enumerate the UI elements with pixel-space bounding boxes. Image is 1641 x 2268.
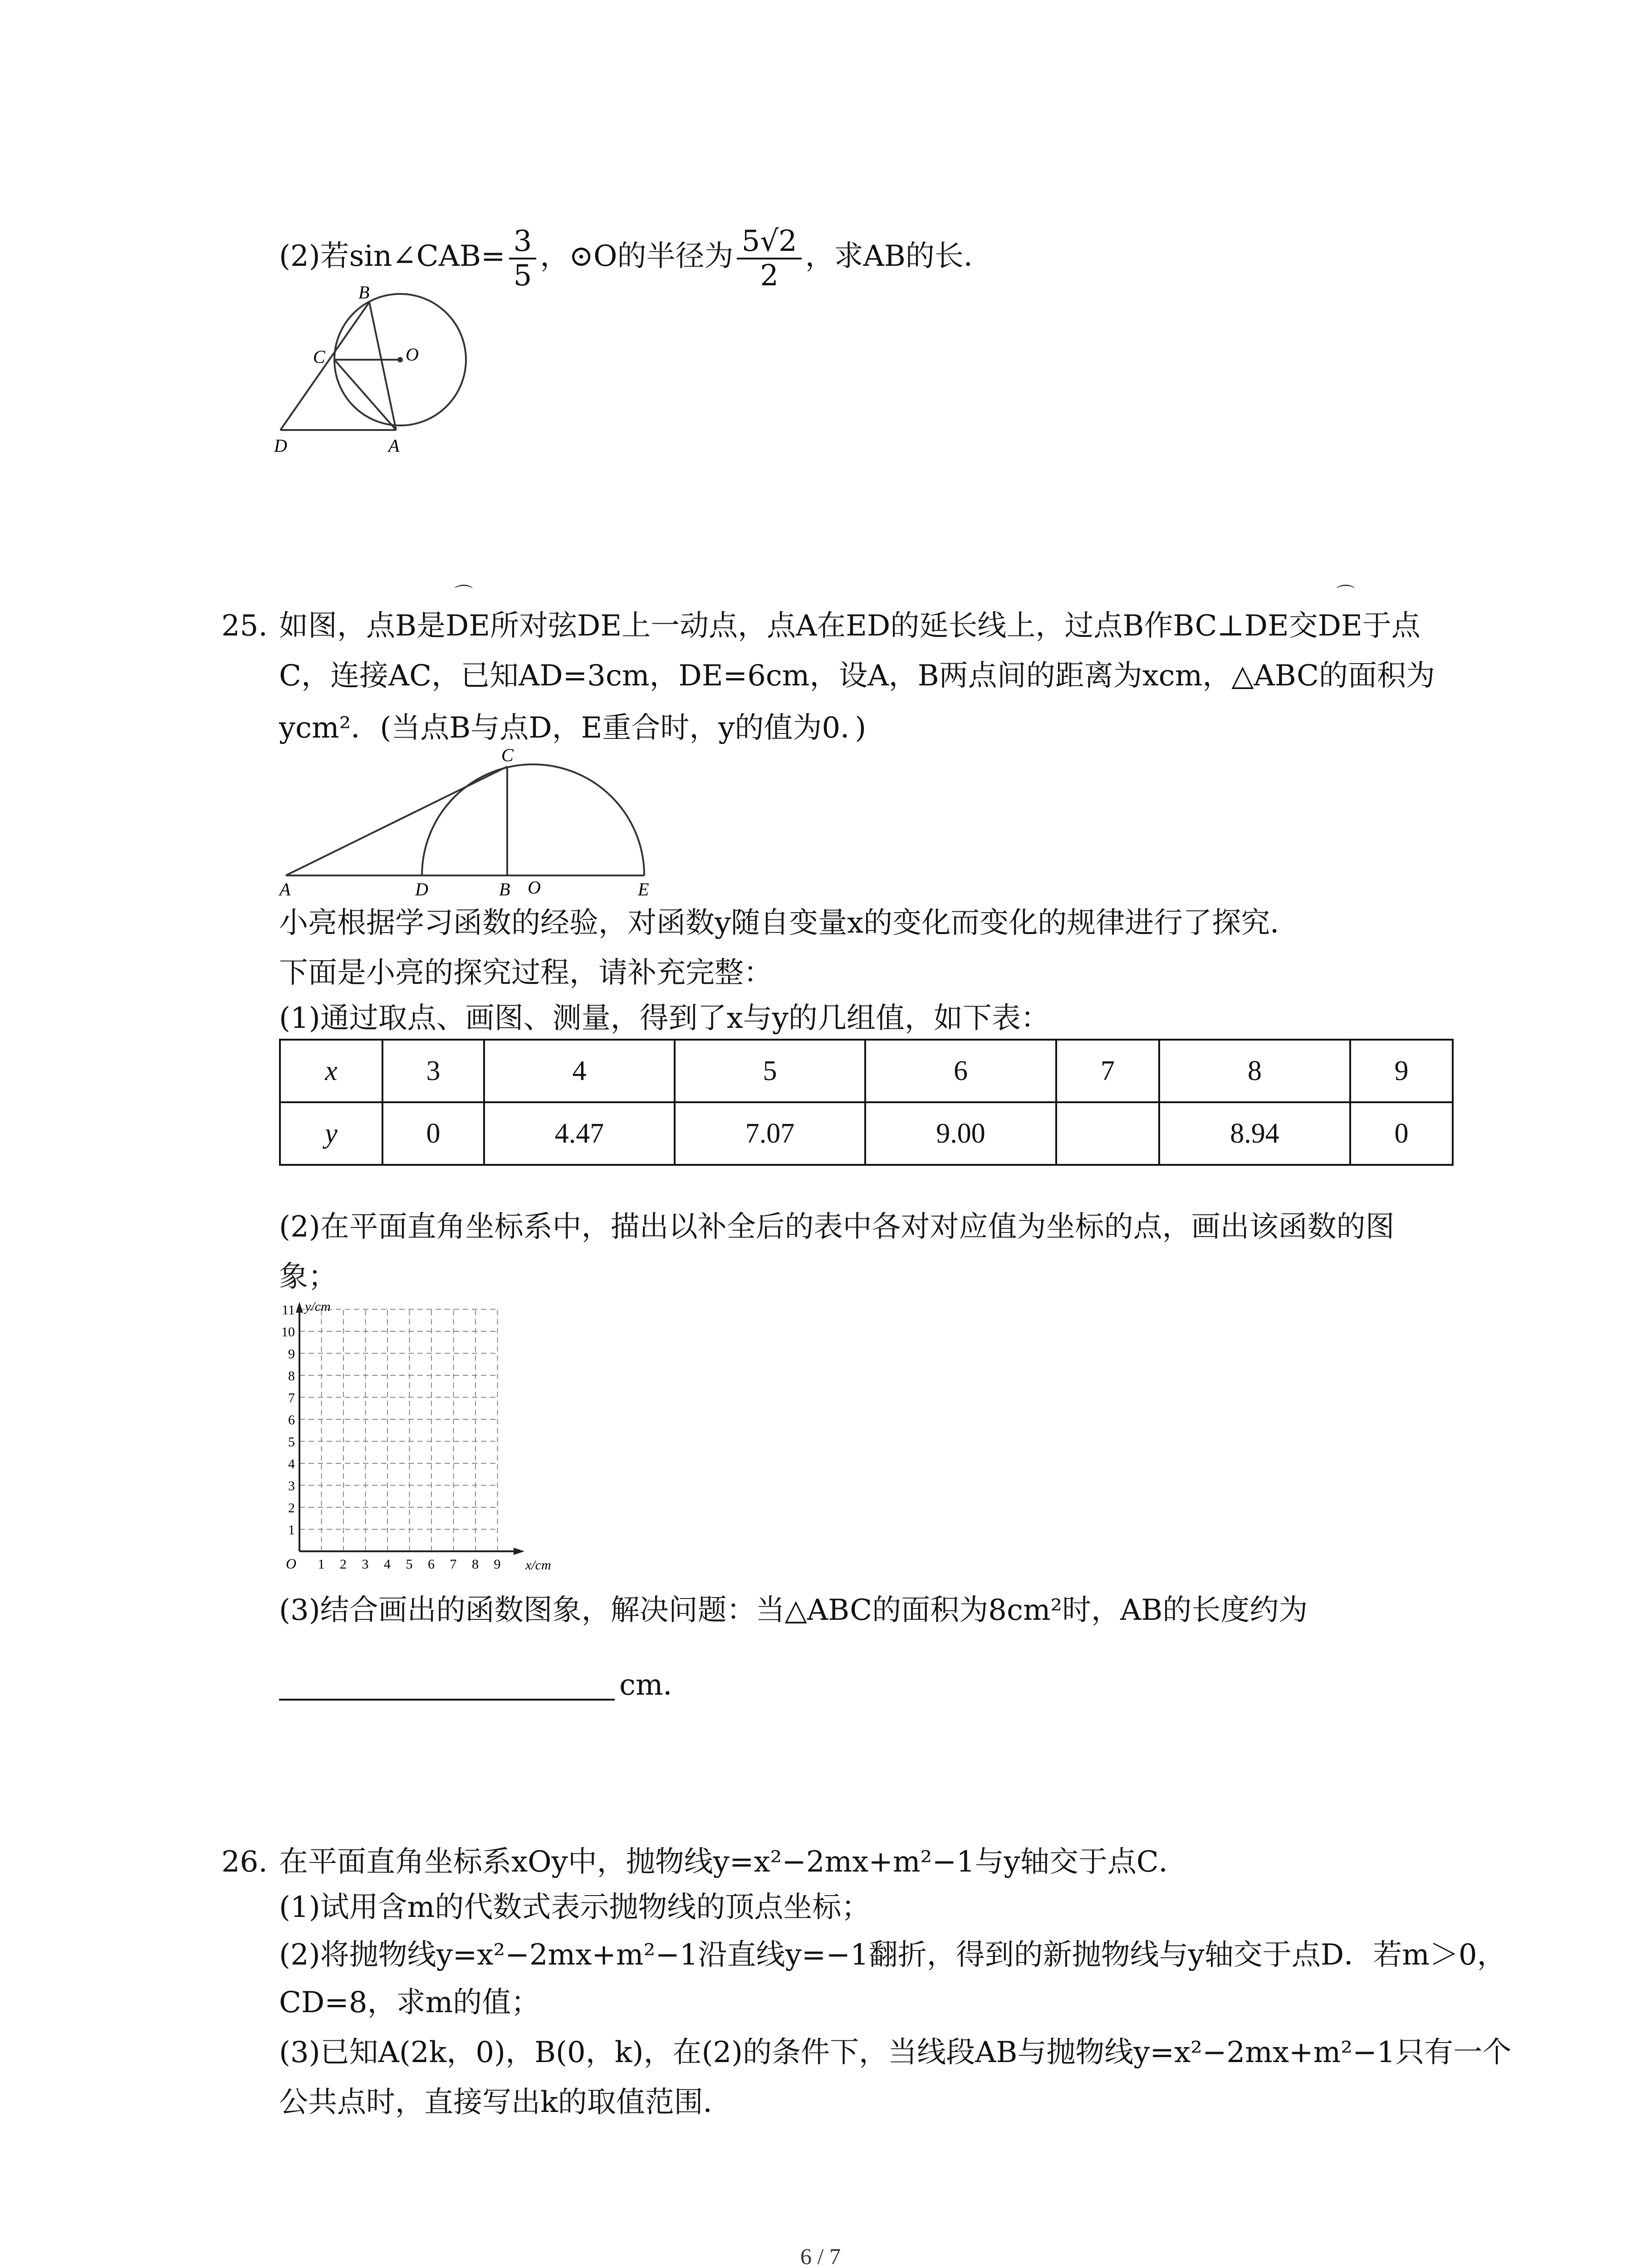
y-tick-label: 4: [288, 1457, 295, 1471]
table-cell-x: 3: [382, 1040, 484, 1102]
y-tick-label: 7: [288, 1390, 295, 1406]
q26-line1: 在平面直角坐标系xOy中，抛物线y=x²−2mx+m²−1与y轴交于点C．: [279, 1845, 1188, 1879]
q25-line1: 如图，点B是DE所对弦DE上一动点，点A在ED的延长线上，过点B作BC⊥DE交DE于点: [279, 609, 1421, 643]
q25-semicircle-figure: [272, 744, 681, 898]
table-cell-y: 0: [1350, 1102, 1453, 1165]
x-tick-label: 4: [384, 1557, 391, 1572]
coordinate-grid: [272, 1297, 581, 1592]
label-b: B: [499, 879, 510, 898]
label-a: A: [279, 879, 291, 898]
radius-fraction: [737, 225, 801, 292]
table-cell-y: [1056, 1102, 1159, 1165]
q25-part3-line1: (3)结合画出的函数图象，解决问题：当△ABC的面积为8cm²时，AB的长度约为: [279, 1593, 1308, 1627]
label-o: O: [406, 344, 419, 365]
y-tick-label: 9: [288, 1346, 295, 1362]
q25-intro2: 下面是小亮的探究过程，请补充完整：: [279, 956, 773, 990]
q25-part2-line2: 象；: [279, 1260, 337, 1294]
table-cell-x: 8: [1159, 1040, 1350, 1102]
label-c: C: [313, 347, 325, 367]
page-number: 6 / 7: [800, 2244, 841, 2268]
q24-part2-suffix: ，求AB的长．: [805, 240, 993, 273]
table-cell-x: 4: [484, 1040, 675, 1102]
table-cell-y: 9.00: [865, 1102, 1056, 1165]
segment-ba: [369, 302, 396, 430]
q25-line2: C，连接AC，已知AD=3cm，DE=6cm，设A，B两点间的距离为xcm，△ABC的面积为: [279, 659, 1435, 693]
radius-numerator: 5√2: [737, 225, 801, 259]
x-tick-label: 8: [472, 1557, 479, 1572]
center-point-o: [397, 357, 403, 362]
q26-part1: (1)试用含m的代数式表示抛物线的顶点坐标；: [279, 1891, 871, 1924]
y-tick-labels: [281, 1303, 295, 1538]
table-cell-x: 9: [1350, 1040, 1453, 1102]
y-tick-label: 6: [288, 1413, 295, 1427]
x-axis-label: x/cm: [525, 1558, 551, 1573]
x-tick-label: 3: [362, 1557, 369, 1572]
x-tick-label: 6: [428, 1557, 435, 1572]
x-tick-label: 2: [340, 1557, 347, 1572]
table-row-y: [280, 1102, 1453, 1165]
y-tick-label: 5: [288, 1434, 295, 1450]
x-tick-label: 5: [406, 1557, 413, 1572]
y-axis-arrow: [296, 1302, 303, 1313]
label-b: B: [358, 286, 370, 303]
y-tick-label: 1: [288, 1522, 295, 1538]
segment-ac: [286, 767, 507, 875]
q25-line3: ycm²．(当点B与点D，E重合时，y的值为0．): [279, 711, 867, 745]
label-d: D: [415, 879, 428, 898]
sin-numerator: 3: [509, 225, 537, 259]
arc-mark-2: ⌒: [1337, 584, 1355, 605]
table-row-x: [280, 1040, 1453, 1102]
y-axis-label: y/cm: [305, 1299, 331, 1314]
q26-number: 26.: [221, 1845, 268, 1879]
y-tick-label: 8: [288, 1369, 295, 1383]
answer-blank[interactable]: [279, 1699, 615, 1701]
label-d: D: [274, 435, 287, 456]
table-cell-x: 6: [865, 1040, 1056, 1102]
q25-part3-unit: cm．: [619, 1668, 692, 1702]
y-tick-label: 3: [288, 1478, 295, 1494]
q26-part3-line1: (3)已知A(2k，0)，B(0，k)，在(2)的条件下，当线段AB与抛物线y=x²−2mx+m²−1只有一个: [279, 2036, 1512, 2069]
x-tick-label: 7: [450, 1557, 457, 1572]
table-cell-y: 7.07: [675, 1102, 865, 1165]
table-cell-y: 0: [382, 1102, 484, 1165]
q26-part2-line2: CD=8，求m的值；: [279, 1986, 540, 2019]
q26-part3-line2: 公共点时，直接写出k的取值范围．: [279, 2086, 732, 2119]
label-c: C: [501, 745, 514, 765]
xy-value-table: [279, 1039, 1454, 1166]
table-header-x: x: [280, 1040, 382, 1102]
q24-circle-figure: [268, 286, 481, 458]
table-cell-y: 4.47: [484, 1102, 675, 1165]
label-a: A: [388, 435, 400, 456]
grid-lines: [299, 1310, 498, 1552]
radius-denominator: 2: [760, 259, 779, 293]
q25-part2-line1: (2)在平面直角坐标系中，描出以补全后的表中各对对应值为坐标的点，画出该函数的图: [279, 1210, 1395, 1244]
y-tick-label: 10: [281, 1325, 295, 1339]
x-tick-label: 1: [318, 1557, 325, 1572]
y-tick-label: 2: [288, 1501, 295, 1515]
table-header-y: y: [280, 1102, 382, 1165]
q26-part2-line1: (2)将抛物线y=x²−2mx+m²−1沿直线y=−1翻折，得到的新抛物线与y轴交于点D．若m＞0，: [279, 1938, 1506, 1972]
q24-part2-prefix: (2)若sin∠CAB=: [279, 240, 505, 273]
arc-mark-1: ⌒: [455, 584, 473, 605]
table-cell-x: 5: [675, 1040, 865, 1102]
q24-part2: [279, 220, 993, 293]
table-cell-y: 8.94: [1159, 1102, 1350, 1165]
q25-number: 25.: [221, 609, 268, 643]
q25-intro1: 小亮根据学习函数的经验，对函数y随自变量x的变化而变化的规律进行了探究．: [279, 906, 1299, 940]
table-cell-x: 7: [1056, 1040, 1159, 1102]
sin-denominator: 5: [513, 259, 532, 293]
q24-part2-mid: ，⊙O的半径为: [540, 240, 734, 273]
arc-de: [422, 764, 644, 875]
y-tick-label: 11: [282, 1302, 295, 1318]
x-axis-arrow: [514, 1548, 524, 1555]
x-tick-label: 9: [494, 1557, 501, 1572]
label-o: O: [528, 877, 541, 898]
q25-part1: (1)通过取点、画图、测量，得到了x与y的几组值，如下表：: [279, 1002, 1050, 1035]
origin-label: O: [286, 1555, 297, 1572]
label-e: E: [638, 879, 649, 898]
x-tick-labels: [318, 1557, 501, 1572]
sin-fraction: [509, 225, 537, 292]
